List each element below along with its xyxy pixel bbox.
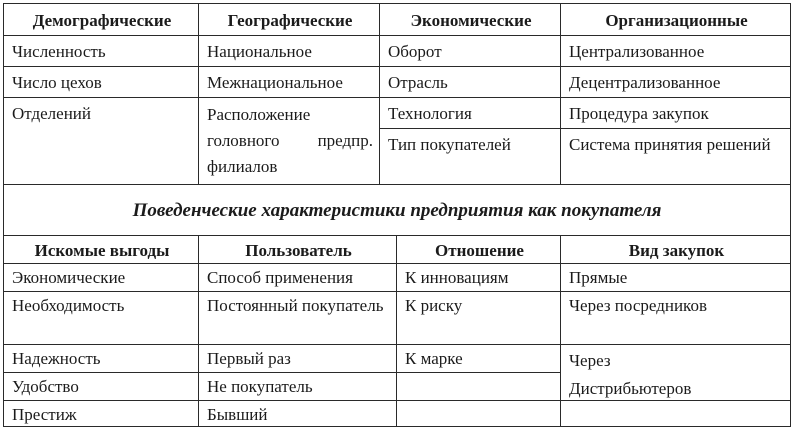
cell-economic-3: Технология [379,97,561,129]
header-organizational: Организационные [560,3,791,36]
cell-purchase-2: Через посредников [560,291,791,345]
header-purchase-type: Вид закупок [560,235,791,264]
cell-purchase-1: Прямые [560,263,791,292]
cell-geographic-2: Межнациональное [198,66,380,98]
cell-organizational-3: Процедура закупок [560,97,791,129]
cell-user-2: Постоянный покупатель [198,291,397,345]
cell-geographic-1: Национальное [198,35,380,67]
cell-benefit-2: Необходимость [3,291,199,345]
cell-economic-2: Отрасль [379,66,561,98]
header-geographic: Географические [198,3,380,36]
cell-economic-1: Оборот [379,35,561,67]
section-title: Поведенческие характеристики предприятия как покупателя [3,184,791,236]
cell-attitude-2: К риску [396,291,561,345]
cell-geographic-3: Расположение головного предпр. филиалов [198,97,380,185]
cell-benefit-1: Экономические [3,263,199,292]
header-benefits: Искомые выгоды [3,235,199,264]
header-demographic: Демографические [3,3,199,36]
cell-benefit-5: Престиж [3,400,199,427]
header-attitude: Отношение [396,235,561,264]
cell-user-1: Способ применения [198,263,397,292]
header-economic: Экономические [379,3,561,36]
cell-attitude-4 [396,372,561,401]
cell-demographic-1: Численность [3,35,199,67]
cell-attitude-3: К марке [396,344,561,373]
cell-organizational-4: Система принятия решений [560,128,791,185]
cell-demographic-2: Число цехов [3,66,199,98]
cell-attitude-1: К инновациям [396,263,561,292]
cell-purchase-5 [560,400,791,427]
cell-economic-4: Тип покупателей [379,128,561,185]
cell-attitude-5 [396,400,561,427]
header-user: Пользователь [198,235,397,264]
segmentation-table [3,3,791,427]
cell-user-3: Первый раз [198,344,397,373]
cell-user-4: Не покупатель [198,372,397,401]
cell-purchase-3-edge [709,344,791,401]
cell-user-5: Бывший [198,400,397,427]
cell-organizational-1: Централизованное [560,35,791,67]
cell-benefit-4: Удобство [3,372,199,401]
cell-benefit-3: Надежность [3,344,199,373]
cell-organizational-2: Децентрализованное [560,66,791,98]
cell-demographic-3: Отделений [3,97,199,185]
cell-purchase-3: Через Дистрибьютеров [560,344,710,401]
